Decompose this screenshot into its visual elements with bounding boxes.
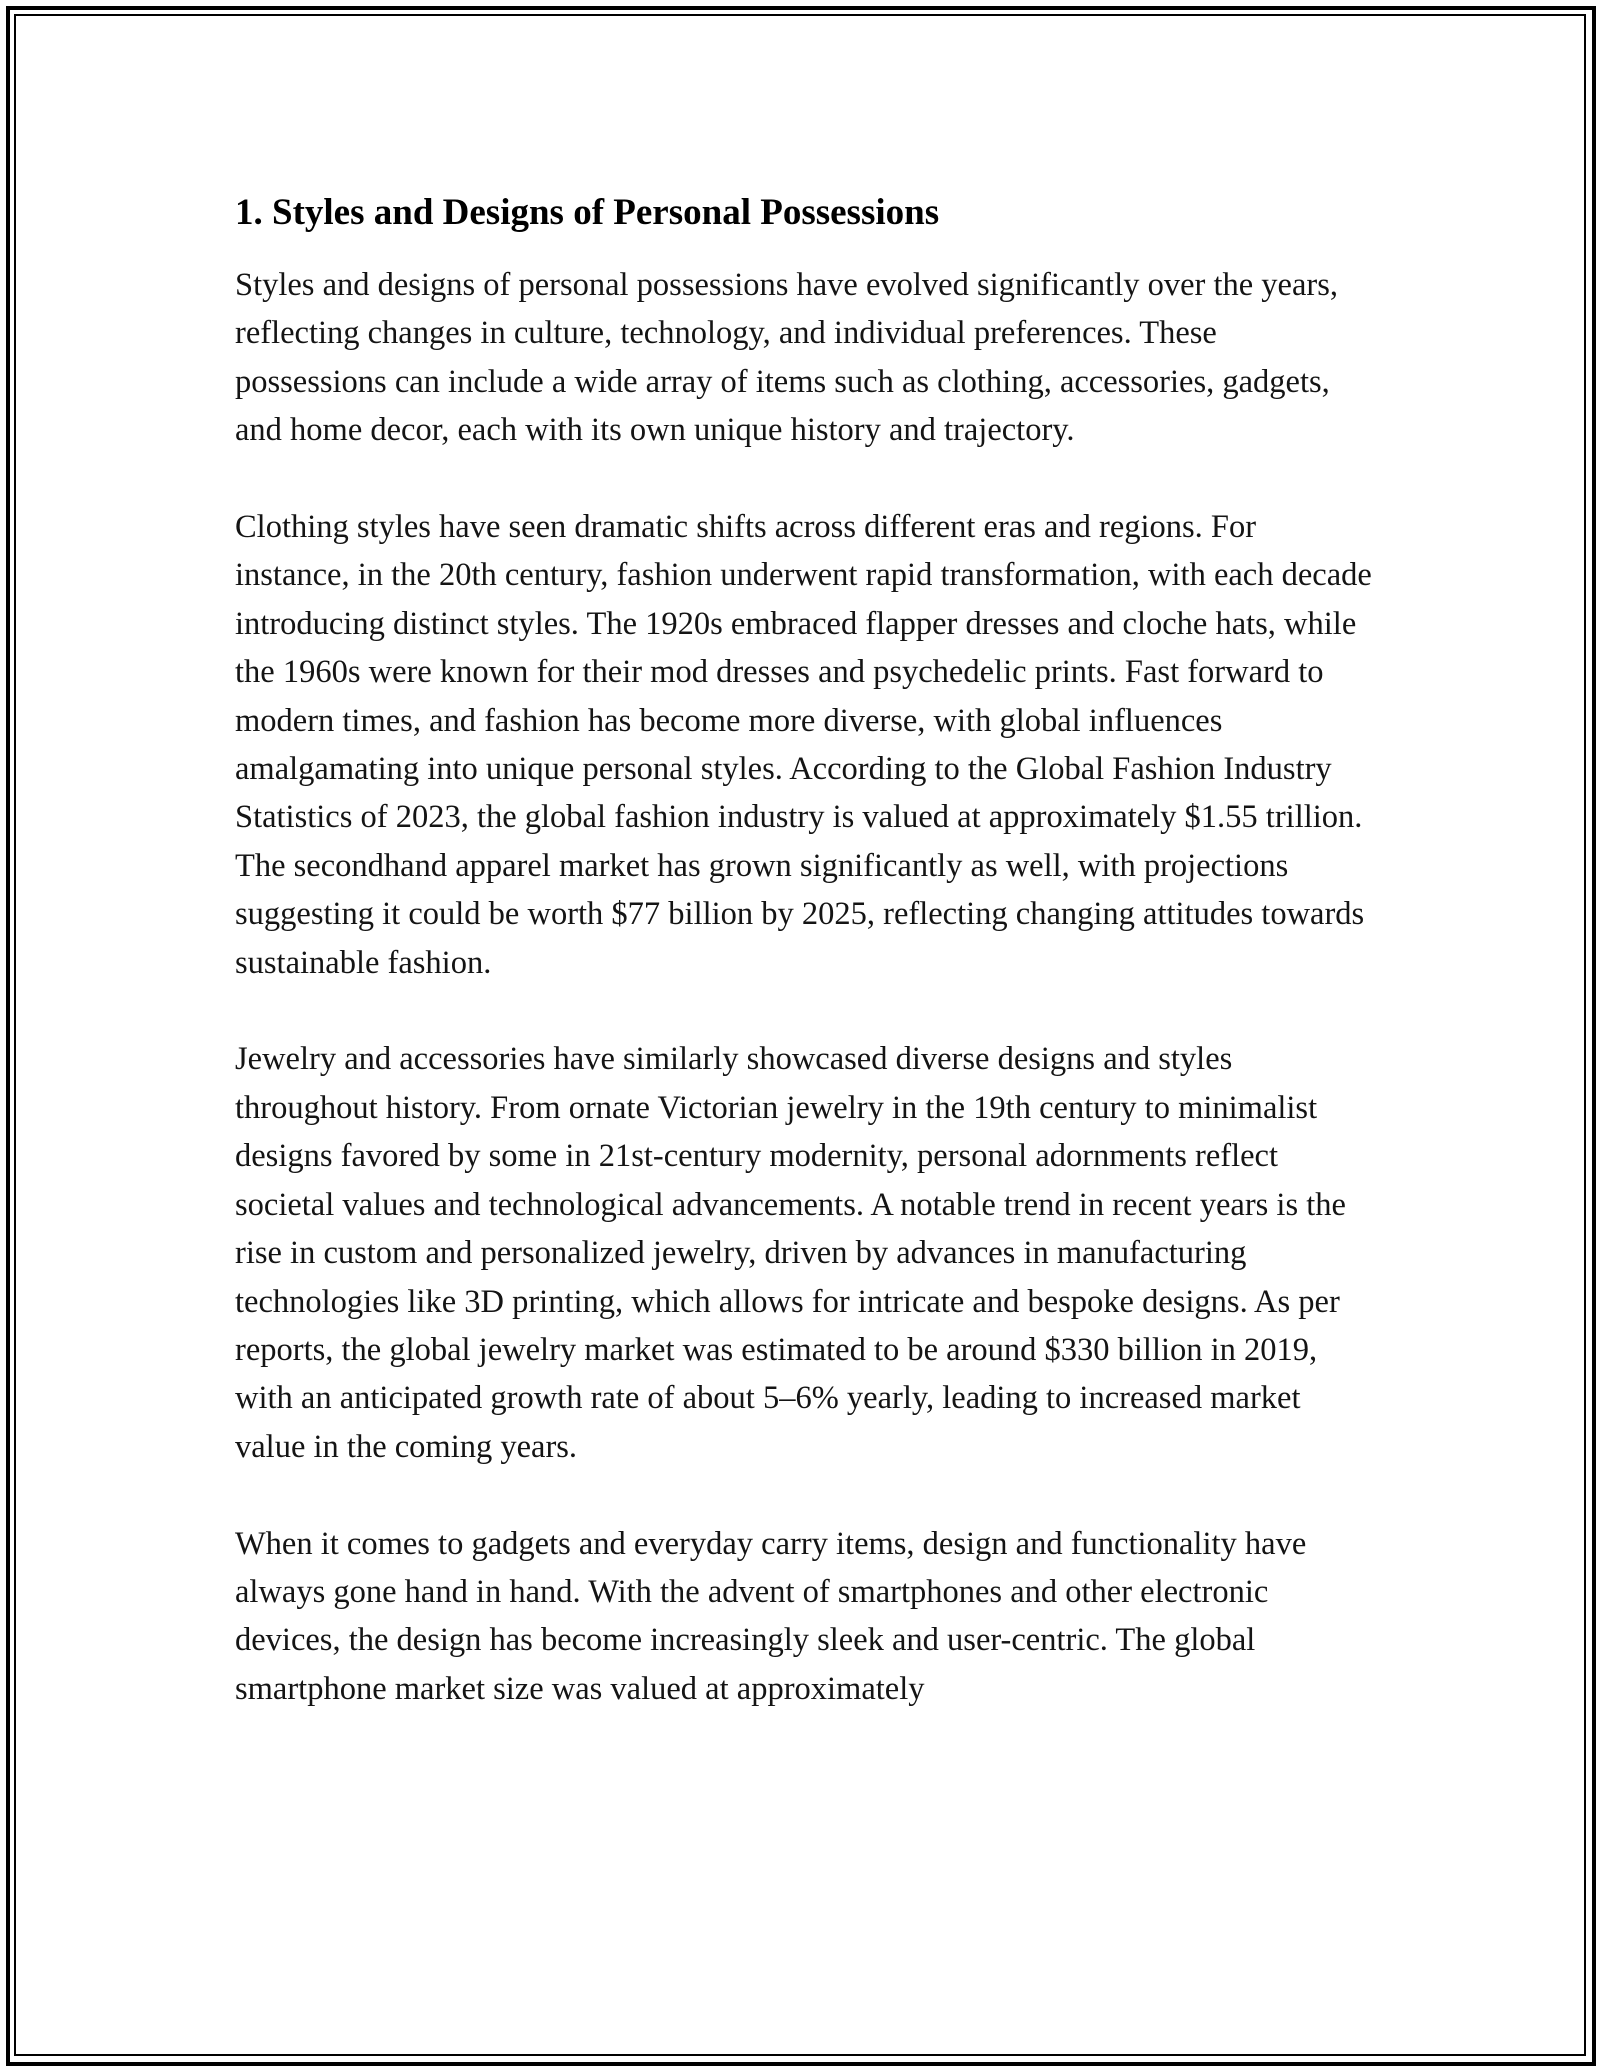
section-title: 1. Styles and Designs of Personal Possessions bbox=[235, 192, 940, 233]
paragraph-gadgets: When it comes to gadgets and everyday carry items, design and functionality have always gone hand in hand. With the advent of smartphones and other electronic devices, the design has become increasingly sleek and user-centric. The global smartphone market size was valued at approximately bbox=[235, 1525, 1307, 1707]
paragraph-clothing: Clothing styles have seen dramatic shifts across different eras and regions. For instance, in the 20th century, fashion underwent rapid transformation, with each decade introducing distinct styles. The 1920s embraced flapper dresses and cloche hats, while the 1960s were known for their mod dresses and psychedelic prints. Fast forward to modern times, and fashion has become more diverse, with global influences amalgamating into unique personal styles. According to the Global Fashion Industry Statistics of 2023, the global fashion industry is valued at approximately $1.55 trillion. The secondhand apparel market has grown significantly as well, with projections suggesting it could be worth $77 billion by 2025, reflecting changing attitudes towards sustainable fashion. bbox=[235, 509, 1372, 981]
document-body bbox=[235, 185, 1375, 1762]
paragraph-jewelry: Jewelry and accessories have similarly showcased diverse designs and styles throughout history. From ornate Victorian jewelry in the 19th century to minimalist designs favored by some in 21st-century modernity, personal adornments reflect societal values and technological advancements. A notable trend in recent years is the rise in custom and personalized jewelry, driven by advances in manufacturing technologies like 3D printing, which allows for intricate and bespoke designs. As per reports, the global jewelry market was estimated to be around $330 billion in 2019, with an anticipated growth rate of about 5–6% yearly, leading to increased market value in the coming years. bbox=[235, 1041, 1346, 1465]
paragraph-intro: Styles and designs of personal possessions have evolved significantly over the years, reflecting changes in culture, technology, and individual preferences. These possessions can include a wide array of items such as clothing, accessories, gadgets, and home decor, each with its own unique history and trajectory. bbox=[235, 267, 1338, 449]
